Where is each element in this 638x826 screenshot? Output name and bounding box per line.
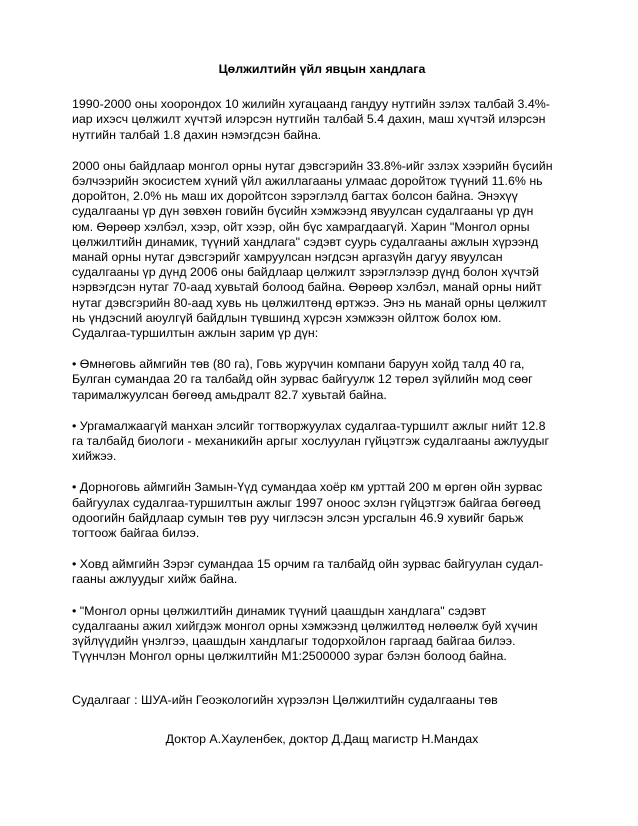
paragraph-line: тарималжуулсан бөгөөд амьдралт 82.7 хувьтай байна.: [72, 387, 387, 402]
document-page: [72, 62, 572, 747]
paragraph-line: иар ихэсч цөлжилт хүчтэй илэрсэн нутгийн талбай 5.4 дахин, маш хүчтэй илэрсэн: [72, 112, 546, 127]
paragraph: [72, 480, 572, 541]
paragraph-line: судалгааны үр дүн зөвхөн говийн бүсийн хэмжээнд явуулсан судалгааны үр дүн: [72, 204, 534, 219]
authors-line: Доктор А.Хауленбек, доктор Д.Дащ магистр Н.Мандах: [165, 731, 479, 746]
paragraph-line: • Ховд аймгийн Зэрэг сумандаа 15 орчим га талбайд ойн зурвас байгуулан судал-: [72, 557, 544, 572]
paragraph-line: одоогийн байдлаар сумын төв руу чиглэсэн элсэн урсгалын 46.9 хувийг барьж: [72, 510, 524, 525]
paragraph-line: • Өмнөговь аймгийн төв (80 га), Говь журүчин компани баруун хойд талд 40 га,: [72, 357, 525, 372]
paragraph-line: юм. Өөрөөр хэлбэл, хээр, ойт хээр, ойн бүс хамрагдаагүй. Харин "Монгол орны: [72, 219, 530, 234]
paragraph-line: цөлжилтийн динамик, түүний хандлага" сэдэвт суурь судалгааны ажлын хүрээнд: [72, 234, 539, 249]
paragraph-line: нутгийн талбай 1.8 дахин нэмэгдсэн байна.: [72, 127, 322, 142]
paragraph-line: Судалгаа-туршилтын ажлын зарим үр дүн:: [72, 326, 319, 341]
source-line: Судалгааг : ШУА-ийн Геоэкологийн хүрээлэн Цөлжилтийн судалгааны төв: [72, 692, 498, 707]
paragraph-line: судалгааны үр дүнд 2006 оны байдлаар цөлжилт зэрэглэлээр дүнд болон хүчтэй: [72, 265, 540, 280]
paragraph-line: нь үндэсний аюулгүй байдлын түвшинд хүрсэн хэмжээн ойлтож болох юм.: [72, 310, 502, 325]
paragraph-line: тогтоож байгаа билээ.: [72, 526, 200, 541]
document-body: [72, 97, 572, 664]
paragraph: [72, 604, 572, 665]
paragraph-line: Түүнчлэн Монгол орны цөлжилтийн М1:2500000 зураг бэлэн болоод байна.: [72, 649, 507, 664]
paragraph: [72, 557, 572, 587]
paragraph-line: доройтон, 2.0% нь маш их доройтсон зэрэглэлд багтах болсон байна. Энэхүү: [72, 189, 518, 204]
paragraph-line: нутаг дэвсгэрийн 80-аад хувь нь цөлжилтөнд өртжээ. Энэ нь манай орны цөлжилт: [72, 295, 547, 310]
paragraph-line: • Ургамалжаагүй манхан элсийг тогтворжуулах судалгаа-туршилт ажлыг нийт 12.8: [72, 418, 546, 433]
paragraph: [72, 419, 572, 465]
paragraph-line: бэлчээрийн экосистем хүний үйл ажиллагааны улмаас доройтож түүний 11.6% нь: [72, 174, 543, 189]
paragraph-line: Булган сумандаа 20 га талбайд ойн зурвас байгуулж 12 төрөл зүйлийн мод сөөг: [72, 372, 533, 387]
paragraph-line: га талбайд биологи - механикийн аргыг хослуулан гүйцэтгэж судалгааны ажлуудыг: [72, 434, 549, 449]
paragraph-line: • "Монгол орны цөлжилтийн динамик түүний цаашдын хандлага" сэдэвт: [72, 603, 487, 618]
paragraph-line: зүйлүүдийн үнэлгээ, цаашдын хандлагыг тодорхойлон гаргаад байгаа билээ.: [72, 634, 516, 649]
paragraph: [72, 357, 572, 403]
paragraph-line: байгуулах судалгаа-туршилтын ажлыг 1997 оноос эхлэн гүйцэтгэж байгаа бөгөөд: [72, 495, 541, 510]
paragraph: [72, 97, 572, 143]
paragraph-line: манай орны нутаг дэвсгэрийг хамруулсан нэгдсэн аргазүйн дагуу явуулсан: [72, 250, 503, 265]
paragraph-line: 2000 оны байдлаар монгол орны нутаг дэвсгэрийн 33.8%-ийг эзлэх хээрийн бүсийн: [72, 158, 553, 173]
paragraph-line: нэрвэгдсэн нутаг 70-аад хувьтай болоод байна. Өөрөөр хэлбэл, манай орны нийт: [72, 280, 542, 295]
paragraph-line: 1990-2000 оны хоорондох 10 жилийн хугацаанд гандуу нутгийн зэлэх талбай 3.4%-: [72, 97, 550, 112]
paragraph-line: • Дорноговь аймгийн Замын-Үүд сумандаа хоёр км урттай 200 м өргөн ойн зурвас: [72, 480, 543, 495]
paragraph: [72, 159, 572, 341]
paragraph-line: судалгааны ажил хийгдэж монгол орны хэмжээнд цөлжилтөд нөлөөлж буй хүчин: [72, 618, 538, 633]
paragraph-line: хийжээ.: [72, 449, 117, 464]
paragraph-line: гааны ажлуудыг хийж байна.: [72, 572, 238, 587]
document-title: Цөлжилтийн үйл явцын хандлага: [218, 62, 426, 76]
